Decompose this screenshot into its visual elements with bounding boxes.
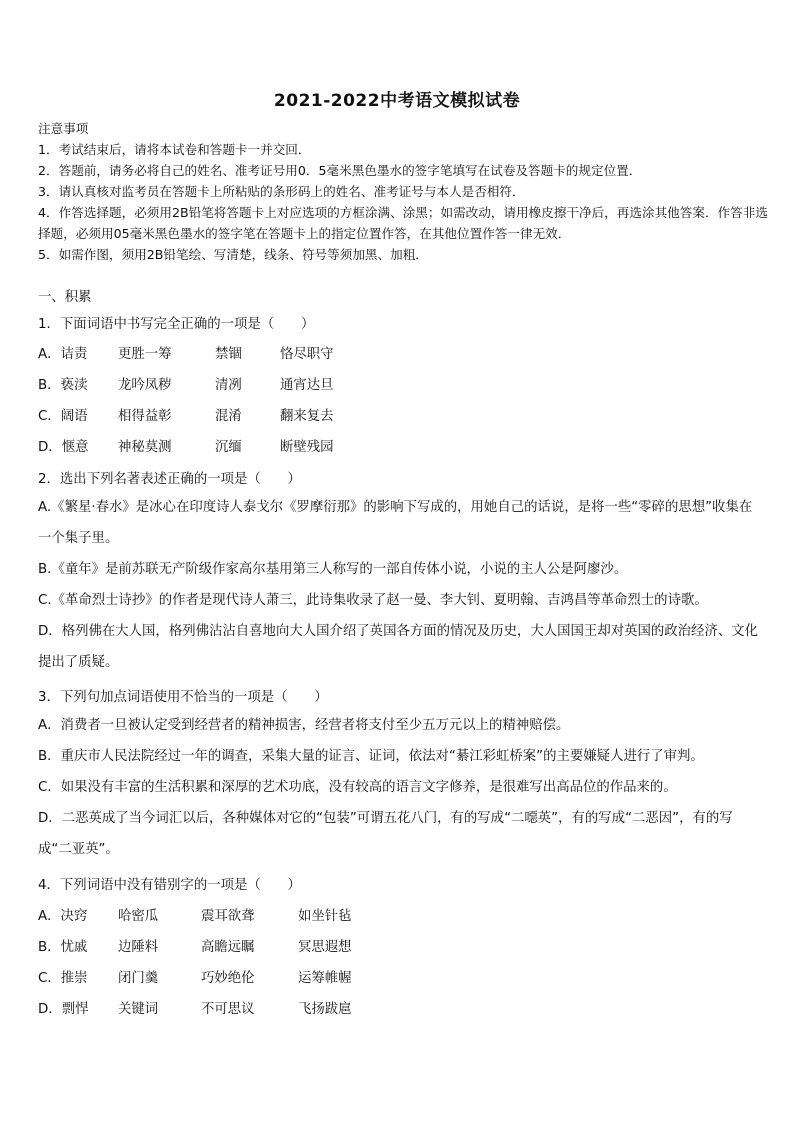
notice-item: 2．答题前，请务必将自己的姓名、准考证号用0．5毫米黑色墨水的签字笔填写在试卷及答题卡的规定位置． (38, 163, 642, 178)
question-2-stem: 2．选出下列名著表述正确的一项是（ ） (38, 472, 301, 487)
notice-item: 1．考试结束后，请将本试卷和答题卡一并交回． (38, 142, 311, 157)
question-3-stem: 3．下列句加点词语使用不恰当的一项是（ ） (38, 690, 328, 705)
notice-item: 4．作答选择题，必须用2B铅笔将答题卡上对应选项的方框涂满、涂黑；如需改动，请用橡皮擦干净后，再选涂其他答案．作答非选择题，必须用05毫米黑色墨水的签字笔在答题卡上的指定位置作答，在其他位置作答一律无效． (38, 205, 768, 241)
notice-section (38, 118, 768, 265)
notice-heading: 注意事项 (38, 121, 89, 136)
question-2-option-d: D．格列佛在大人国，格列佛沾沾自喜地向大人国介绍了英国各方面的情况及历史，大人国国王却对英国的政治经济、文化提出了质疑。 (38, 624, 759, 670)
question-2-option-b: B.《童年》是前苏联无产阶级作家高尔基用第三人称写的一部自传体小说，小说的主人公是阿廖沙。 (38, 562, 628, 577)
question-2-option-a: A.《繁星·春水》是冰心在印度诗人泰戈尔《罗摩衍那》的影响下写成的，用她自己的话说，是将一些“零碎的思想”收集在一个集子里。 (38, 500, 753, 546)
notice-item: 3．请认真核对监考员在答题卡上所粘贴的条形码上的姓名、准考证号与本人是否相符． (38, 184, 525, 199)
question-1-stem: 1．下面词语中书写完全正确的一项是（ ） (38, 317, 315, 332)
question-2-option-c: C.《革命烈士诗抄》的作者是现代诗人萧三，此诗集收录了赵一曼、李大钊、夏明翰、吉鸿昌等革命烈士的诗歌。 (38, 593, 708, 608)
question-3-options (38, 710, 762, 865)
question-3-option-a: A．消费者一旦被认定受到经营者的精神损害，经营者将支付至少五万元以上的精神赔偿。 (38, 718, 570, 733)
section-heading: 一、积累 (38, 290, 92, 305)
page-title: 2021-2022中考语文模拟试卷 (273, 91, 521, 111)
exam-page: 2021-2022中考语文模拟试卷 注意事项 1．考试结束后，请将本试卷和答题卡一并交回． 2．答题前，请务必将自己的姓名、准考证号用0．5毫米黑色墨水的签字笔填写在试卷及答题卡的规定位置． 3．请认真核对监考员在答题卡上所粘贴的条形码上的姓名、准考证号与本人是否相符． 4．作答选择题，必须用2B铅笔将答题卡上对应选项的方框涂满、涂黑；如需改动，请用橡皮擦干净后，再选涂其他答案．作答非选择题，必须用05毫米黑色墨水的签字笔在答题卡上的指定位置作答，在其他位置作答一律无效． 5．如需作图，须用2B铅笔绘、写清楚，线条、符号等须加黑、加粗． 一、积累 1．下面词语中书写完全正确的一项是（ ） A．诘责 更胜一筹 禁锢 恪尽职守 B．亵渎 龙吟凤秽 清冽 通宵达旦 C．阔语 相得益彰 混淆 翻来复去 D．惬意 神秘莫测 沉缅 断壁残园 2．选出下列名著表述正确的一项是（ ） A.《繁星·春水》是冰心在印度诗人泰戈尔《罗摩衍那》的影响下写成的，用她自己的话说，是将一些“零碎的思想”收集在一个集子里。 B.《童年》是前苏联无产阶级作家高尔基用第三人称写的一部自传体小说，小说的主人公是阿廖沙。 C.《革命烈士诗抄》的作者是现代诗人萧三，此诗集收录了赵一曼、李大钊、夏明翰、吉鸿昌等革命烈士的诗歌。 D．格列佛在大人国，格列佛沾沾自喜地向大人国介绍了英国各方面的情况及历史，大人国国王却对英国的政治经济、文化提出了质疑。 3．下列句加点词语使用不恰当的一项是（ ） A．消费者一旦被认定受到经营者的精神损害，经营者将支付至少五万元以上的精神赔偿。 B．重庆市人民法院经过一年的调查，采集大量的证言、证词，依法对“綦江彩虹桥案”的主要嫌疑人进行了审判。 C．如果没有丰富的生活积累和深厚的艺术功底，没有较高的语言文字修养，是很难写出高品位的作品来的。 D．二恶英成了当今词汇以后，各种媒体对它的“包装”可谓五花八门，有的写成“二噁英”，有的写成“二恶因”，有的写成“二亚英”。 4．下列词语中没有错别字的一项是（ ） A．决窍 哈密瓜 震耳欲聋 如坐针毡 B．忧戚 边陲料 高瞻远瞩 冥思遐想 C．推崇 闭门羹 巧妙绝伦 运筹帷幄 D．剽悍 关键词 不可思议 飞扬跋扈 (0, 0, 794, 1123)
question-3-option-b: B．重庆市人民法院经过一年的调查，采集大量的证言、证词，依法对“綦江彩虹桥案”的主要嫌疑人进行了审判。 (38, 749, 704, 764)
question-3-option-d: D．二恶英成了当今词汇以后，各种媒体对它的“包装”可谓五花八门，有的写成“二噁英”，有的写成“二恶因”，有的写成“二亚英”。 (38, 811, 733, 857)
question-2-options (38, 492, 762, 678)
notice-item: 5．如需作图，须用2B铅笔绘、写清楚，线条、符号等须加黑、加粗． (38, 247, 428, 262)
question-4-stem: 4．下列词语中没有错别字的一项是（ ） (38, 878, 301, 893)
question-3-option-c: C．如果没有丰富的生活积累和深厚的艺术功底，没有较高的语言文字修养，是很难写出高品位的作品来的。 (38, 780, 677, 795)
